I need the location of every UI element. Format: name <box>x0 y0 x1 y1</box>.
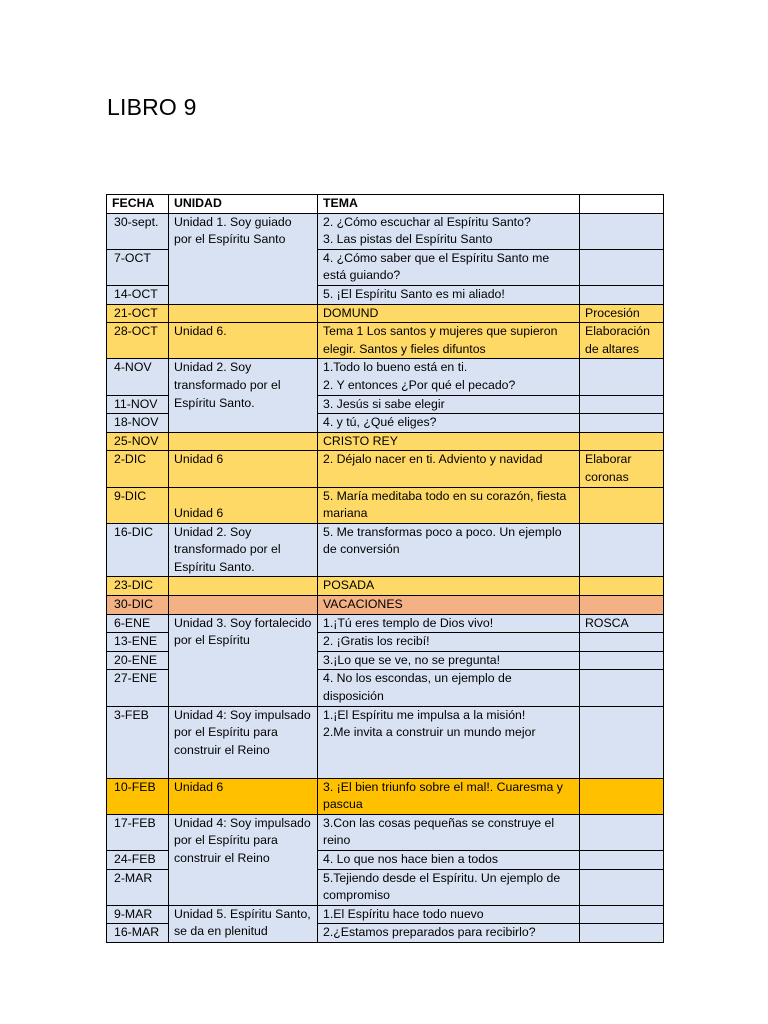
topic-cell: 3.¡Lo que se ve, no se pregunta! <box>318 651 580 670</box>
topic-cell: 5.Tejiendo desde el Espíritu. Un ejemplo de compromiso <box>318 869 580 905</box>
date-cell: 23-DIC <box>107 577 169 596</box>
extra-cell: Elaborar coronas <box>580 451 664 487</box>
date-cell: 10-FEB <box>107 778 169 814</box>
extra-cell <box>580 359 664 395</box>
extra-cell <box>580 633 664 652</box>
date-cell: 30-DIC <box>107 596 169 615</box>
topic-cell: 3.Con las cosas pequeñas se construye el reino <box>318 814 580 850</box>
date-cell: 16-DIC <box>107 523 169 577</box>
table-row <box>107 905 664 924</box>
extra-cell <box>580 869 664 905</box>
extra-cell <box>580 851 664 870</box>
date-cell: 16-MAR <box>107 924 169 943</box>
unit-cell: Unidad 3. Soy fortalecido por el Espíritu <box>169 614 318 706</box>
unit-cell <box>169 577 318 596</box>
topic-cell: CRISTO REY <box>318 432 580 451</box>
date-cell: 2-DIC <box>107 451 169 487</box>
topic-cell: VACACIONES <box>318 596 580 615</box>
schedule-table <box>106 194 664 943</box>
topic-line: 2.Me invita a construir un mundo mejor <box>323 725 536 740</box>
table-row <box>107 323 664 359</box>
extra-cell: Procesión <box>580 304 664 323</box>
date-cell: 13-ENE <box>107 633 169 652</box>
unit-cell <box>169 304 318 323</box>
unit-cell: Unidad 6. <box>169 323 318 359</box>
date-cell: 7-OCT <box>107 249 169 285</box>
topic-cell: 4. y tú, ¿Qué eliges? <box>318 414 580 433</box>
topic-cell: 2. Déjalo nacer en ti. Adviento y navidad <box>318 451 580 487</box>
date-cell: 24-FEB <box>107 851 169 870</box>
table-row <box>107 487 664 523</box>
topic-cell <box>318 706 580 778</box>
table-row <box>107 432 664 451</box>
table-row <box>107 596 664 615</box>
extra-cell <box>580 432 664 451</box>
header-extra <box>580 195 664 214</box>
table-row <box>107 359 664 395</box>
extra-cell <box>580 670 664 706</box>
topic-cell: 2.¿Estamos preparados para recibirlo? <box>318 924 580 943</box>
date-cell: 17-FEB <box>107 814 169 850</box>
extra-cell <box>580 249 664 285</box>
topic-line: 1.¡El Espíritu me impulsa a la misión! <box>323 707 526 722</box>
table-row <box>107 304 664 323</box>
unit-cell: Unidad 5. Espíritu Santo, se da en plenitud <box>169 905 318 942</box>
extra-cell <box>580 778 664 814</box>
unit-cell: Unidad 2. Soy transformado por el Espíritu Santo. <box>169 523 318 577</box>
extra-cell <box>580 814 664 850</box>
date-cell: 14-OCT <box>107 285 169 304</box>
unit-cell: Unidad 6 <box>169 778 318 814</box>
unit-cell: Unidad 2. Soy transformado por el Espíritu Santo. <box>169 359 318 432</box>
date-cell: 20-ENE <box>107 651 169 670</box>
table-row <box>107 778 664 814</box>
topic-line: 3. Las pistas del Espíritu Santo <box>323 232 493 247</box>
date-cell: 28-OCT <box>107 323 169 359</box>
unit-cell: Unidad 6 <box>169 451 318 487</box>
table-row <box>107 213 664 249</box>
topic-cell: 1.¡Tú eres templo de Dios vivo! <box>318 614 580 633</box>
topic-cell: DOMUND <box>318 304 580 323</box>
topic-cell: 5. Me transformas poco a poco. Un ejemplo de conversión <box>318 523 580 577</box>
topic-cell <box>318 213 580 249</box>
topic-cell: 5. María meditaba todo en su corazón, fiesta mariana <box>318 487 580 523</box>
table-row <box>107 451 664 487</box>
extra-cell <box>580 706 664 778</box>
extra-cell <box>580 523 664 577</box>
header-fecha: FECHA <box>107 195 169 214</box>
header-unidad: UNIDAD <box>169 195 318 214</box>
extra-cell: Elaboración de altares <box>580 323 664 359</box>
date-cell: 21-OCT <box>107 304 169 323</box>
topic-cell: 4. ¿Cómo saber que el Espíritu Santo me está guiando? <box>318 249 580 285</box>
page-title: LIBRO 9 <box>107 94 197 120</box>
topic-line: 1.Todo lo bueno está en ti. <box>323 360 468 375</box>
extra-cell: ROSCA <box>580 614 664 633</box>
extra-cell <box>580 414 664 433</box>
unit-cell: Unidad 1. Soy guiado por el Espíritu Santo <box>169 213 318 304</box>
date-cell: 18-NOV <box>107 414 169 433</box>
topic-cell: 2. ¡Gratis los recibí! <box>318 633 580 652</box>
topic-cell: 4. No los escondas, un ejemplo de disposición <box>318 670 580 706</box>
extra-cell <box>580 213 664 249</box>
table-header-row <box>107 195 664 214</box>
date-cell: 25-NOV <box>107 432 169 451</box>
date-cell: 30-sept. <box>107 213 169 249</box>
header-tema: TEMA <box>318 195 580 214</box>
unit-cell: Unidad 6 <box>169 487 318 523</box>
date-cell: 27-ENE <box>107 670 169 706</box>
topic-cell <box>318 359 580 395</box>
unit-cell <box>169 596 318 615</box>
date-cell: 3-FEB <box>107 706 169 778</box>
topic-line: 2. Y entonces ¿Por qué el pecado? <box>323 377 516 392</box>
topic-cell: 4. Lo que nos hace bien a todos <box>318 851 580 870</box>
date-cell: 6-ENE <box>107 614 169 633</box>
unit-cell <box>169 432 318 451</box>
unit-cell: Unidad 4: Soy impulsado por el Espíritu para construir el Reino <box>169 814 318 905</box>
extra-cell <box>580 596 664 615</box>
extra-cell <box>580 924 664 943</box>
extra-cell <box>580 395 664 414</box>
table-row <box>107 706 664 778</box>
extra-cell <box>580 285 664 304</box>
date-cell: 2-MAR <box>107 869 169 905</box>
date-cell: 9-DIC <box>107 487 169 523</box>
table-row <box>107 577 664 596</box>
topic-line: 2. ¿Cómo escuchar al Espíritu Santo? <box>323 214 531 229</box>
date-cell: 11-NOV <box>107 395 169 414</box>
table-row <box>107 523 664 577</box>
date-cell: 4-NOV <box>107 359 169 395</box>
extra-cell <box>580 905 664 924</box>
extra-cell <box>580 651 664 670</box>
unit-cell: Unidad 4: Soy impulsado por el Espíritu para construir el Reino <box>169 706 318 778</box>
topic-cell: Tema 1 Los santos y mujeres que supieron elegir. Santos y fieles difuntos <box>318 323 580 359</box>
topic-cell: 3. ¡El bien triunfo sobre el mal!. Cuaresma y pascua <box>318 778 580 814</box>
table-row <box>107 814 664 850</box>
extra-cell <box>580 577 664 596</box>
table-row <box>107 614 664 633</box>
topic-cell: POSADA <box>318 577 580 596</box>
date-cell: 9-MAR <box>107 905 169 924</box>
extra-cell <box>580 487 664 523</box>
topic-cell: 1.El Espíritu hace todo nuevo <box>318 905 580 924</box>
topic-cell: 3. Jesús si sabe elegir <box>318 395 580 414</box>
topic-cell: 5. ¡El Espíritu Santo es mi aliado! <box>318 285 580 304</box>
